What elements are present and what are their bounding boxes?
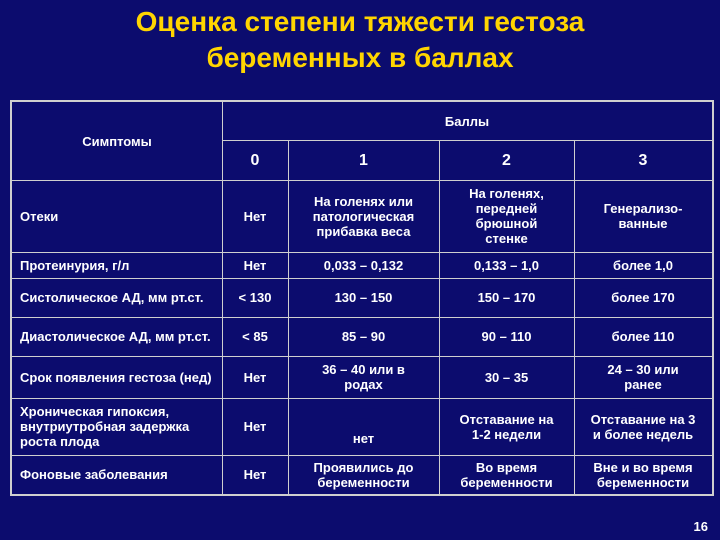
grid-line-header-split — [222, 140, 712, 141]
row-background-score-0: Нет — [243, 467, 267, 482]
grid-line-col-2 — [288, 140, 289, 494]
grid-line-row-0 — [12, 180, 712, 181]
title-line-1: Оценка степени тяжести гестоза — [135, 6, 585, 37]
row-edema-score-3: Генерализо-ванные — [603, 201, 683, 231]
header-points: Баллы — [444, 113, 490, 129]
row-symptom-background-diseases: Фоновые заболевания — [20, 467, 168, 482]
header-score-2: 2 — [502, 151, 511, 169]
grid-line-row-5 — [12, 398, 712, 399]
row-background-score-2: Во время беременности — [460, 459, 553, 490]
row-background-score-3: Вне и во время беременности — [593, 459, 693, 490]
header-score-0: 0 — [250, 151, 260, 169]
row-systolic-score-0: < 130 — [238, 290, 272, 305]
grid-line-col-1 — [222, 102, 223, 494]
row-proteinuria-score-1: 0,033 – 0,132 — [323, 257, 404, 273]
gestosis-score-table — [10, 100, 714, 496]
row-diastolic-score-2: 90 – 110 — [481, 329, 532, 344]
row-systolic-score-1: 130 – 150 — [334, 290, 393, 305]
row-symptom-edema: Отеки — [20, 208, 59, 224]
row-diastolic-score-3: более 110 — [611, 329, 675, 344]
grid-line-row-2 — [12, 278, 712, 279]
row-edema-score-1: На голенях или патологическая прибавка веса — [312, 193, 415, 239]
grid-line-row-4 — [12, 356, 712, 357]
grid-line-row-3 — [12, 317, 712, 318]
row-hypoxia-score-2: Отставание на 1-2 недели — [459, 411, 554, 442]
header-score-1: 1 — [359, 151, 368, 169]
row-onset-score-2: 30 – 35 — [484, 369, 529, 385]
page-number: 16 — [693, 519, 708, 534]
row-systolic-score-2: 150 – 170 — [477, 290, 536, 305]
row-hypoxia-score-0: Нет — [243, 419, 267, 434]
row-proteinuria-score-0: Нет — [243, 257, 267, 273]
row-edema-score-2: На голенях, передней брюшной стенке — [469, 186, 544, 246]
row-onset-score-1: 36 – 40 или в родах — [322, 362, 405, 392]
row-symptom-onset: Срок появления гестоза (нед) — [20, 369, 212, 385]
row-proteinuria-score-2: 0,133 – 1,0 — [473, 257, 540, 273]
grid-line-col-3 — [439, 140, 440, 494]
row-hypoxia-score-3: Отставание на 3 и более недель — [590, 411, 696, 442]
row-hypoxia-score-1: нет — [352, 431, 375, 446]
grid-line-row-1 — [12, 252, 712, 253]
row-symptom-systolic-bp: Систолическое АД, мм рт.ст. — [20, 290, 204, 305]
header-score-3: 3 — [638, 151, 648, 169]
row-onset-score-3: 24 – 30 или ранее — [607, 362, 679, 392]
row-symptom-diastolic-bp: Диастолическое АД, мм рт.ст. — [20, 329, 211, 344]
slide-title — [0, 4, 720, 76]
row-proteinuria-score-3: более 1,0 — [613, 257, 673, 273]
row-edema-score-0: Нет — [243, 208, 267, 224]
row-symptom-proteinuria: Протеинурия, г/л — [20, 257, 130, 273]
row-onset-score-0: Нет — [243, 369, 267, 385]
header-symptoms: Симптомы — [82, 133, 152, 149]
grid-line-row-6 — [12, 455, 712, 456]
row-background-score-1: Проявились до беременности — [313, 459, 414, 490]
row-systolic-score-3: более 170 — [611, 290, 675, 305]
row-diastolic-score-0: < 85 — [242, 329, 268, 344]
grid-line-col-4 — [574, 140, 575, 494]
title-line-2: беременных в баллах — [206, 42, 514, 73]
row-symptom-hypoxia: Хроническая гипоксия, внутриутробная задержка роста плода — [20, 404, 190, 449]
row-diastolic-score-1: 85 – 90 — [341, 329, 386, 344]
